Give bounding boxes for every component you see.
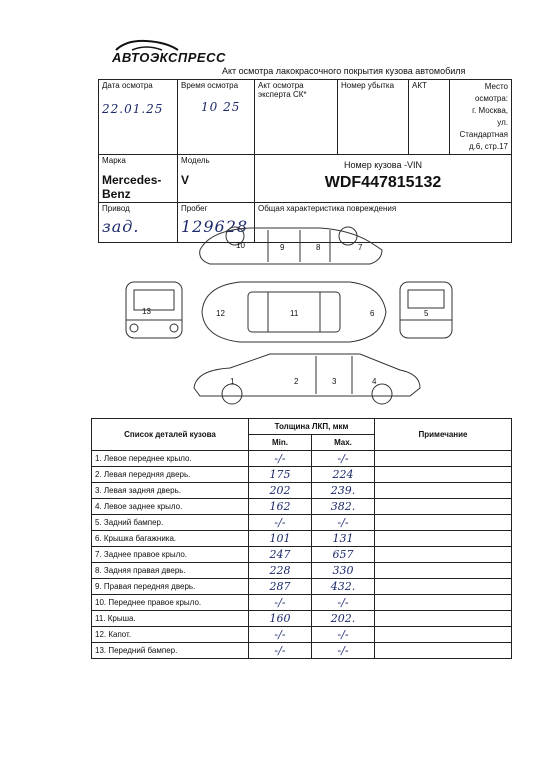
note-cell	[375, 595, 512, 611]
model-value: V	[181, 173, 190, 187]
region-label-4: 4	[372, 377, 377, 386]
min-value-cell: 228	[249, 563, 312, 579]
part-name-cell: 12. Капот.	[92, 627, 249, 643]
note-cell	[375, 531, 512, 547]
vin-value: WDF447815132	[324, 174, 442, 191]
max-value-cell: 432.	[312, 579, 375, 595]
note-cell	[375, 499, 512, 515]
col-min-header: Min.	[249, 435, 312, 451]
min-value-cell: -/-	[249, 643, 312, 659]
region-label-13: 13	[142, 307, 151, 316]
part-name-cell: 10. Переднее правое крыло.	[92, 595, 249, 611]
part-name-cell: 1. Левое переднее крыло.	[92, 451, 249, 467]
region-label-9: 9	[280, 243, 285, 252]
col-note-header: Примечание	[375, 419, 512, 451]
part-name-cell: 5. Задний бампер.	[92, 515, 249, 531]
damage-cell: Общая характеристика повреждения	[255, 203, 512, 243]
car-right-side-view	[200, 227, 382, 264]
mileage-value: 129628	[181, 217, 249, 236]
table-row	[92, 499, 512, 515]
note-cell	[375, 579, 512, 595]
min-value-cell: -/-	[249, 515, 312, 531]
region-label-1: 1	[230, 377, 235, 386]
car-front-view	[126, 282, 182, 338]
region-label-12: 12	[216, 309, 225, 318]
region-label-2: 2	[294, 377, 299, 386]
inspection-info-table	[98, 79, 512, 243]
note-cell	[375, 643, 512, 659]
mileage-cell: Пробег 129628	[178, 203, 255, 243]
max-value-cell: -/-	[312, 643, 375, 659]
min-value-cell: 160	[249, 611, 312, 627]
akt-cell: АКТ	[409, 80, 450, 155]
min-value-cell: -/-	[249, 627, 312, 643]
date-cell: Дата осмотра 22.01.25	[99, 80, 178, 155]
region-label-6: 6	[370, 309, 375, 318]
part-name-cell: 4. Левое заднее крыло.	[92, 499, 249, 515]
table-row	[92, 627, 512, 643]
max-value-cell: 239.	[312, 483, 375, 499]
min-value-cell: 101	[249, 531, 312, 547]
note-cell	[375, 483, 512, 499]
loss-number-cell: Номер убытка	[338, 80, 409, 155]
max-value-cell: -/-	[312, 515, 375, 531]
note-cell	[375, 611, 512, 627]
place-cell: Место осмотра: г. Москва, ул. Стандартная д.6, стр.17	[450, 80, 512, 155]
drive-value: зад.	[102, 217, 140, 236]
min-value-cell: 162	[249, 499, 312, 515]
part-name-cell: 2. Левая передняя дверь.	[92, 467, 249, 483]
max-value-cell: 330	[312, 563, 375, 579]
part-name-cell: 7. Заднее правое крыло.	[92, 547, 249, 563]
min-value-cell: -/-	[249, 451, 312, 467]
region-label-5: 5	[424, 309, 429, 318]
table-row	[92, 515, 512, 531]
min-value-cell: -/-	[249, 595, 312, 611]
min-value-cell: 247	[249, 547, 312, 563]
company-logo: АВТОЭКСПРЕСС	[112, 50, 226, 65]
col-parts-header: Список деталей кузова	[92, 419, 249, 451]
note-cell	[375, 563, 512, 579]
min-value-cell: 175	[249, 467, 312, 483]
table-row	[92, 579, 512, 595]
max-value-cell: 382.	[312, 499, 375, 515]
vin-cell: Номер кузова -VIN WDF447815132	[255, 155, 512, 203]
col-thickness-header: Толщина ЛКП, мкм	[249, 419, 375, 435]
max-value-cell: -/-	[312, 595, 375, 611]
date-value: 22.01.25	[102, 102, 164, 116]
col-max-header: Max.	[312, 435, 375, 451]
brand-cell: Марка Mercedes-Benz	[99, 155, 178, 203]
min-value-cell: 202	[249, 483, 312, 499]
part-name-cell: 9. Правая передняя дверь.	[92, 579, 249, 595]
part-name-cell: 8. Задняя правая дверь.	[92, 563, 249, 579]
car-left-side-view	[194, 354, 420, 404]
region-label-8: 8	[316, 243, 321, 252]
document-title: Акт осмотра лакокрасочного покрытия кузова автомобиля	[222, 66, 466, 76]
time-cell: Время осмотра 10 25	[178, 80, 255, 155]
table-row	[92, 547, 512, 563]
time-value: 10 25	[201, 100, 241, 114]
max-value-cell: 202.	[312, 611, 375, 627]
model-cell: Модель V	[178, 155, 255, 203]
table-row	[92, 467, 512, 483]
brand-value: Mercedes-Benz	[102, 173, 162, 201]
table-row	[92, 451, 512, 467]
table-row	[92, 531, 512, 547]
note-cell	[375, 547, 512, 563]
expert-cell: Акт осмотра эксперта СК*	[255, 80, 338, 155]
part-name-cell: 6. Крышка багажника.	[92, 531, 249, 547]
region-label-10: 10	[236, 241, 245, 250]
note-cell	[375, 515, 512, 531]
max-value-cell: -/-	[312, 627, 375, 643]
part-name-cell: 13. Передний бампер.	[92, 643, 249, 659]
min-value-cell: 287	[249, 579, 312, 595]
table-row	[92, 643, 512, 659]
table-row	[92, 563, 512, 579]
note-cell	[375, 467, 512, 483]
drive-cell: Привод зад.	[99, 203, 178, 243]
region-label-11: 11	[290, 309, 299, 318]
table-row	[92, 595, 512, 611]
car-body-diagram	[120, 220, 460, 410]
parts-thickness-table	[91, 418, 512, 659]
region-label-7: 7	[358, 243, 363, 252]
table-row	[92, 483, 512, 499]
note-cell	[375, 627, 512, 643]
max-value-cell: 657	[312, 547, 375, 563]
table-row	[92, 611, 512, 627]
max-value-cell: 224	[312, 467, 375, 483]
max-value-cell: 131	[312, 531, 375, 547]
part-name-cell: 11. Крыша.	[92, 611, 249, 627]
region-label-3: 3	[332, 377, 337, 386]
max-value-cell: -/-	[312, 451, 375, 467]
part-name-cell: 3. Левая задняя дверь.	[92, 483, 249, 499]
note-cell	[375, 451, 512, 467]
